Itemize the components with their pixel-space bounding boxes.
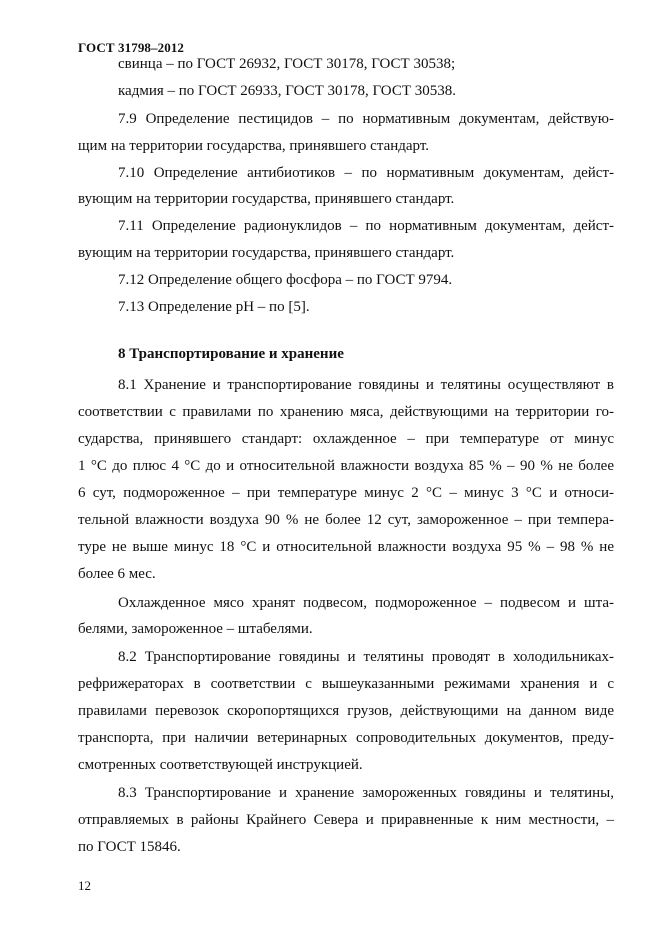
paragraph-8-1-line-8: более 6 мес.: [78, 566, 156, 582]
paragraph-7-9-line-2: щим на территории государства, принявшего стандарт.: [78, 138, 430, 154]
paragraph-8-1-line-6: тельной влажности воздуха 90 % не более 12 сут, замороженное – при темпера-: [78, 512, 614, 528]
paragraph-8-2-line-3: правилами перевозок скоропортящихся грузов, действующими на данном виде: [78, 703, 614, 719]
paragraph-8-2-line-5: смотренных соответствующей инструкцией.: [78, 757, 363, 773]
paragraph-8-1-line-1: 8.1 Хранение и транспортирование говядины и телятины осуществляют в: [118, 377, 614, 393]
paragraph-8-1-line-2: соответствии с правилами по хранению мяса, действующими на территории го-: [78, 404, 614, 420]
paragraph-8-1-line-3: сударства, принявшего стандарт: охлажденное – при температуре от минус: [78, 431, 614, 447]
paragraph-8-1b-line-1: Охлажденное мясо хранят подвесом, подмороженное – подвесом и шта-: [118, 595, 614, 611]
page-number: 12: [78, 878, 91, 893]
section-8-heading: 8 Транспортирование и хранение: [118, 346, 344, 362]
paragraph-8-2-line-1: 8.2 Транспортирование говядины и телятины проводят в холодильниках-: [118, 649, 614, 665]
paragraph-8-1-line-7: туре не выше минус 18 °С и относительной влажности воздуха 95 % – 98 % не: [78, 539, 614, 555]
paragraph-7-11-line-1: 7.11 Определение радионуклидов – по нормативным документам, дейст-: [118, 218, 614, 234]
paragraph-8-3-line-3: по ГОСТ 15846.: [78, 839, 181, 855]
paragraph-8-1-line-5: 6 сут, подмороженное – при температуре минус 2 °С – минус 3 °С и относи-: [78, 485, 614, 501]
paragraph-7-10-line-2: вующим на территории государства, принявшего стандарт.: [78, 191, 455, 207]
paragraph-8-1b-line-2: белями, замороженное – штабелями.: [78, 621, 313, 637]
paragraph-8-3-line-2: отправляемых в районы Крайнего Севера и приравненные к ним местности, –: [78, 812, 614, 828]
paragraph-8-2-line-2: рефрижераторах в соответствии с вышеуказанными режимами хранения и с: [78, 676, 614, 692]
text-line-lead-1: свинца – по ГОСТ 26932, ГОСТ 30178, ГОСТ 30538;: [118, 56, 456, 72]
paragraph-8-2-line-4: транспорта, при наличии ветеринарных сопроводительных документов, преду-: [78, 730, 614, 746]
paragraph-7-9-line-1: 7.9 Определение пестицидов – по нормативным документам, действую-: [118, 111, 614, 127]
paragraph-7-10-line-1: 7.10 Определение антибиотиков – по нормативным документам, дейст-: [118, 165, 614, 181]
paragraph-8-3-line-1: 8.3 Транспортирование и хранение замороженных говядины и телятины,: [118, 785, 614, 801]
paragraph-7-13: 7.13 Определение pH – по [5].: [118, 299, 310, 315]
document-code-header: ГОСТ 31798–2012: [78, 40, 185, 55]
paragraph-7-11-line-2: вующим на территории государства, принявшего стандарт.: [78, 245, 455, 261]
paragraph-8-1-line-4: 1 °С до плюс 4 °С до и относительной влажности воздуха 85 % – 90 % не более: [78, 458, 614, 474]
text-line-lead-2: кадмия – по ГОСТ 26933, ГОСТ 30178, ГОСТ 30538.: [118, 83, 456, 99]
paragraph-7-12: 7.12 Определение общего фосфора – по ГОСТ 9794.: [118, 272, 453, 288]
